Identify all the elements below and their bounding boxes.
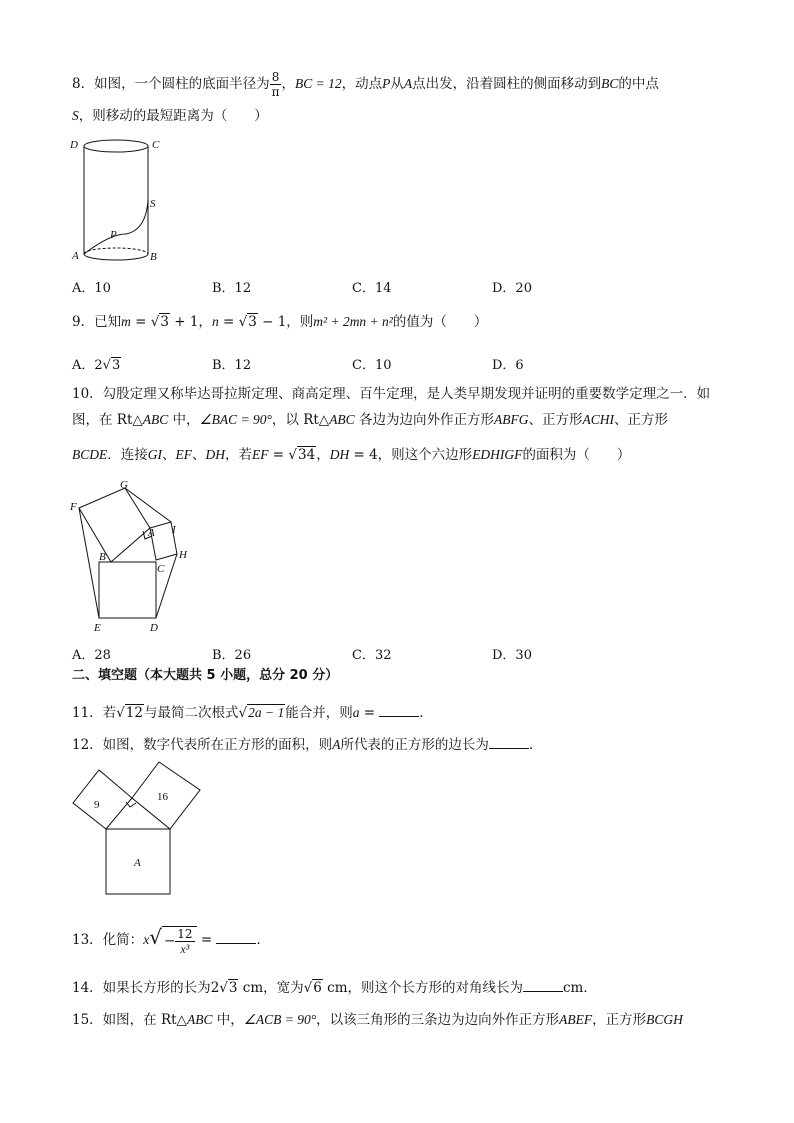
- square-BCDE: [99, 562, 156, 618]
- q10-line2: 图，在 Rt△ABC 中，∠BAC = 90°，以 Rt△ABC 各边为边向外作正方形ABFG、正方形ACHI、正方形: [72, 412, 668, 428]
- label-D: D: [150, 622, 158, 634]
- q10-option-c[interactable]: C．32: [352, 648, 392, 663]
- label-A: A: [134, 857, 141, 869]
- q14-line: 14．如果长方形的长为2√3 cm，宽为√6 cm，则这个长方形的对角线长为 cm．: [72, 977, 597, 998]
- q14-answer-blank[interactable]: [523, 977, 563, 992]
- label-B: B: [99, 551, 106, 563]
- q9-option-d[interactable]: D．6: [492, 358, 524, 373]
- label-I: I: [172, 524, 176, 536]
- cylinder-bottom-front: [84, 254, 148, 260]
- q10-option-d[interactable]: D．30: [492, 648, 532, 663]
- label-F: F: [70, 501, 77, 513]
- segment-GI: [125, 488, 171, 522]
- q12-answer-blank[interactable]: [489, 734, 529, 749]
- label-A: A: [148, 527, 155, 539]
- three-squares-figure: [70, 760, 202, 898]
- pythagoras-hexagon-figure: [68, 478, 198, 634]
- q10-option-b[interactable]: B．26: [212, 648, 252, 663]
- q13-line: 13．化简：x√ − $\frac{12}{\text{x³}}$ = ．: [72, 925, 270, 956]
- label-C: C: [152, 139, 160, 151]
- q15-line: 15．如图，在 Rt△ABC 中，∠ACB = 90°，以该三角形的三条边为边向外作正方形ABEF，正方形BCGH: [72, 1012, 683, 1028]
- label-G: G: [120, 479, 128, 491]
- q8-option-a[interactable]: A．10: [72, 281, 111, 296]
- q8-option-c[interactable]: C．14: [352, 281, 392, 296]
- label-16: 16: [157, 791, 168, 803]
- q10-line1: 10．勾股定理又称毕达哥拉斯定理、商高定理、百牛定理，是人类早期发现并证明的重要数学定理之一．如: [72, 386, 711, 402]
- q10-line3: BCDE．连接GI、EF、DH，若EF = √34，DH = 4，则这个六边形EDHIGF的面积为（ ）: [72, 447, 631, 463]
- label-A: A: [72, 250, 79, 262]
- section-heading-fill-in: 二、填空题（本大题共 5 小题，总分 20 分）: [72, 668, 339, 683]
- label-B: B: [150, 251, 157, 263]
- cylinder-top: [84, 140, 148, 152]
- q11-answer-blank[interactable]: [379, 702, 419, 717]
- label-P: P: [110, 229, 117, 241]
- q8-option-d[interactable]: D．20: [492, 281, 532, 296]
- q8-option-b[interactable]: B．12: [212, 281, 252, 296]
- label-S: S: [150, 198, 156, 210]
- q8-line2: S，则移动的最短距离为（ ）: [72, 108, 268, 124]
- q9-option-a[interactable]: A．2√3: [72, 358, 121, 373]
- shortest-path-curve: [84, 200, 148, 254]
- q9-option-b[interactable]: B．12: [212, 358, 252, 373]
- fraction-12-over-x-cubed: $\frac{12}{\text{x³}}$: [177, 926, 193, 956]
- square-area-9: [73, 770, 132, 829]
- label-H: H: [179, 549, 187, 561]
- label-D: D: [70, 139, 78, 151]
- fraction-8-over-pi: $\frac{8}{\pi}$: [271, 70, 280, 99]
- cylinder-figure: [70, 134, 170, 266]
- label-9: 9: [94, 799, 100, 811]
- label-C: C: [157, 563, 165, 575]
- q9-line: 9．已知m = √3 + 1，n = √3 − 1，则m² + 2mn + n²的值为（ ）: [72, 314, 488, 330]
- q10-option-a[interactable]: A．28: [72, 648, 111, 663]
- q11-line: 11．若√12与最简二次根式√2a − 1能合并，则a = ．: [72, 702, 433, 723]
- cylinder-bottom-back: [84, 248, 148, 254]
- q13-answer-blank[interactable]: [216, 929, 256, 944]
- q12-line: 12．如图，数字代表所在正方形的面积，则A所代表的正方形的边长为 ．: [72, 734, 542, 755]
- q8-line1: 8．如图，一个圆柱的底面半径为 $\frac{8}{\pi}$ ，BC = 12，动点P从A点出发，沿着圆柱的侧面移动到BC的中点: [72, 70, 659, 99]
- label-E: E: [94, 622, 101, 634]
- q9-option-c[interactable]: C．10: [352, 358, 392, 373]
